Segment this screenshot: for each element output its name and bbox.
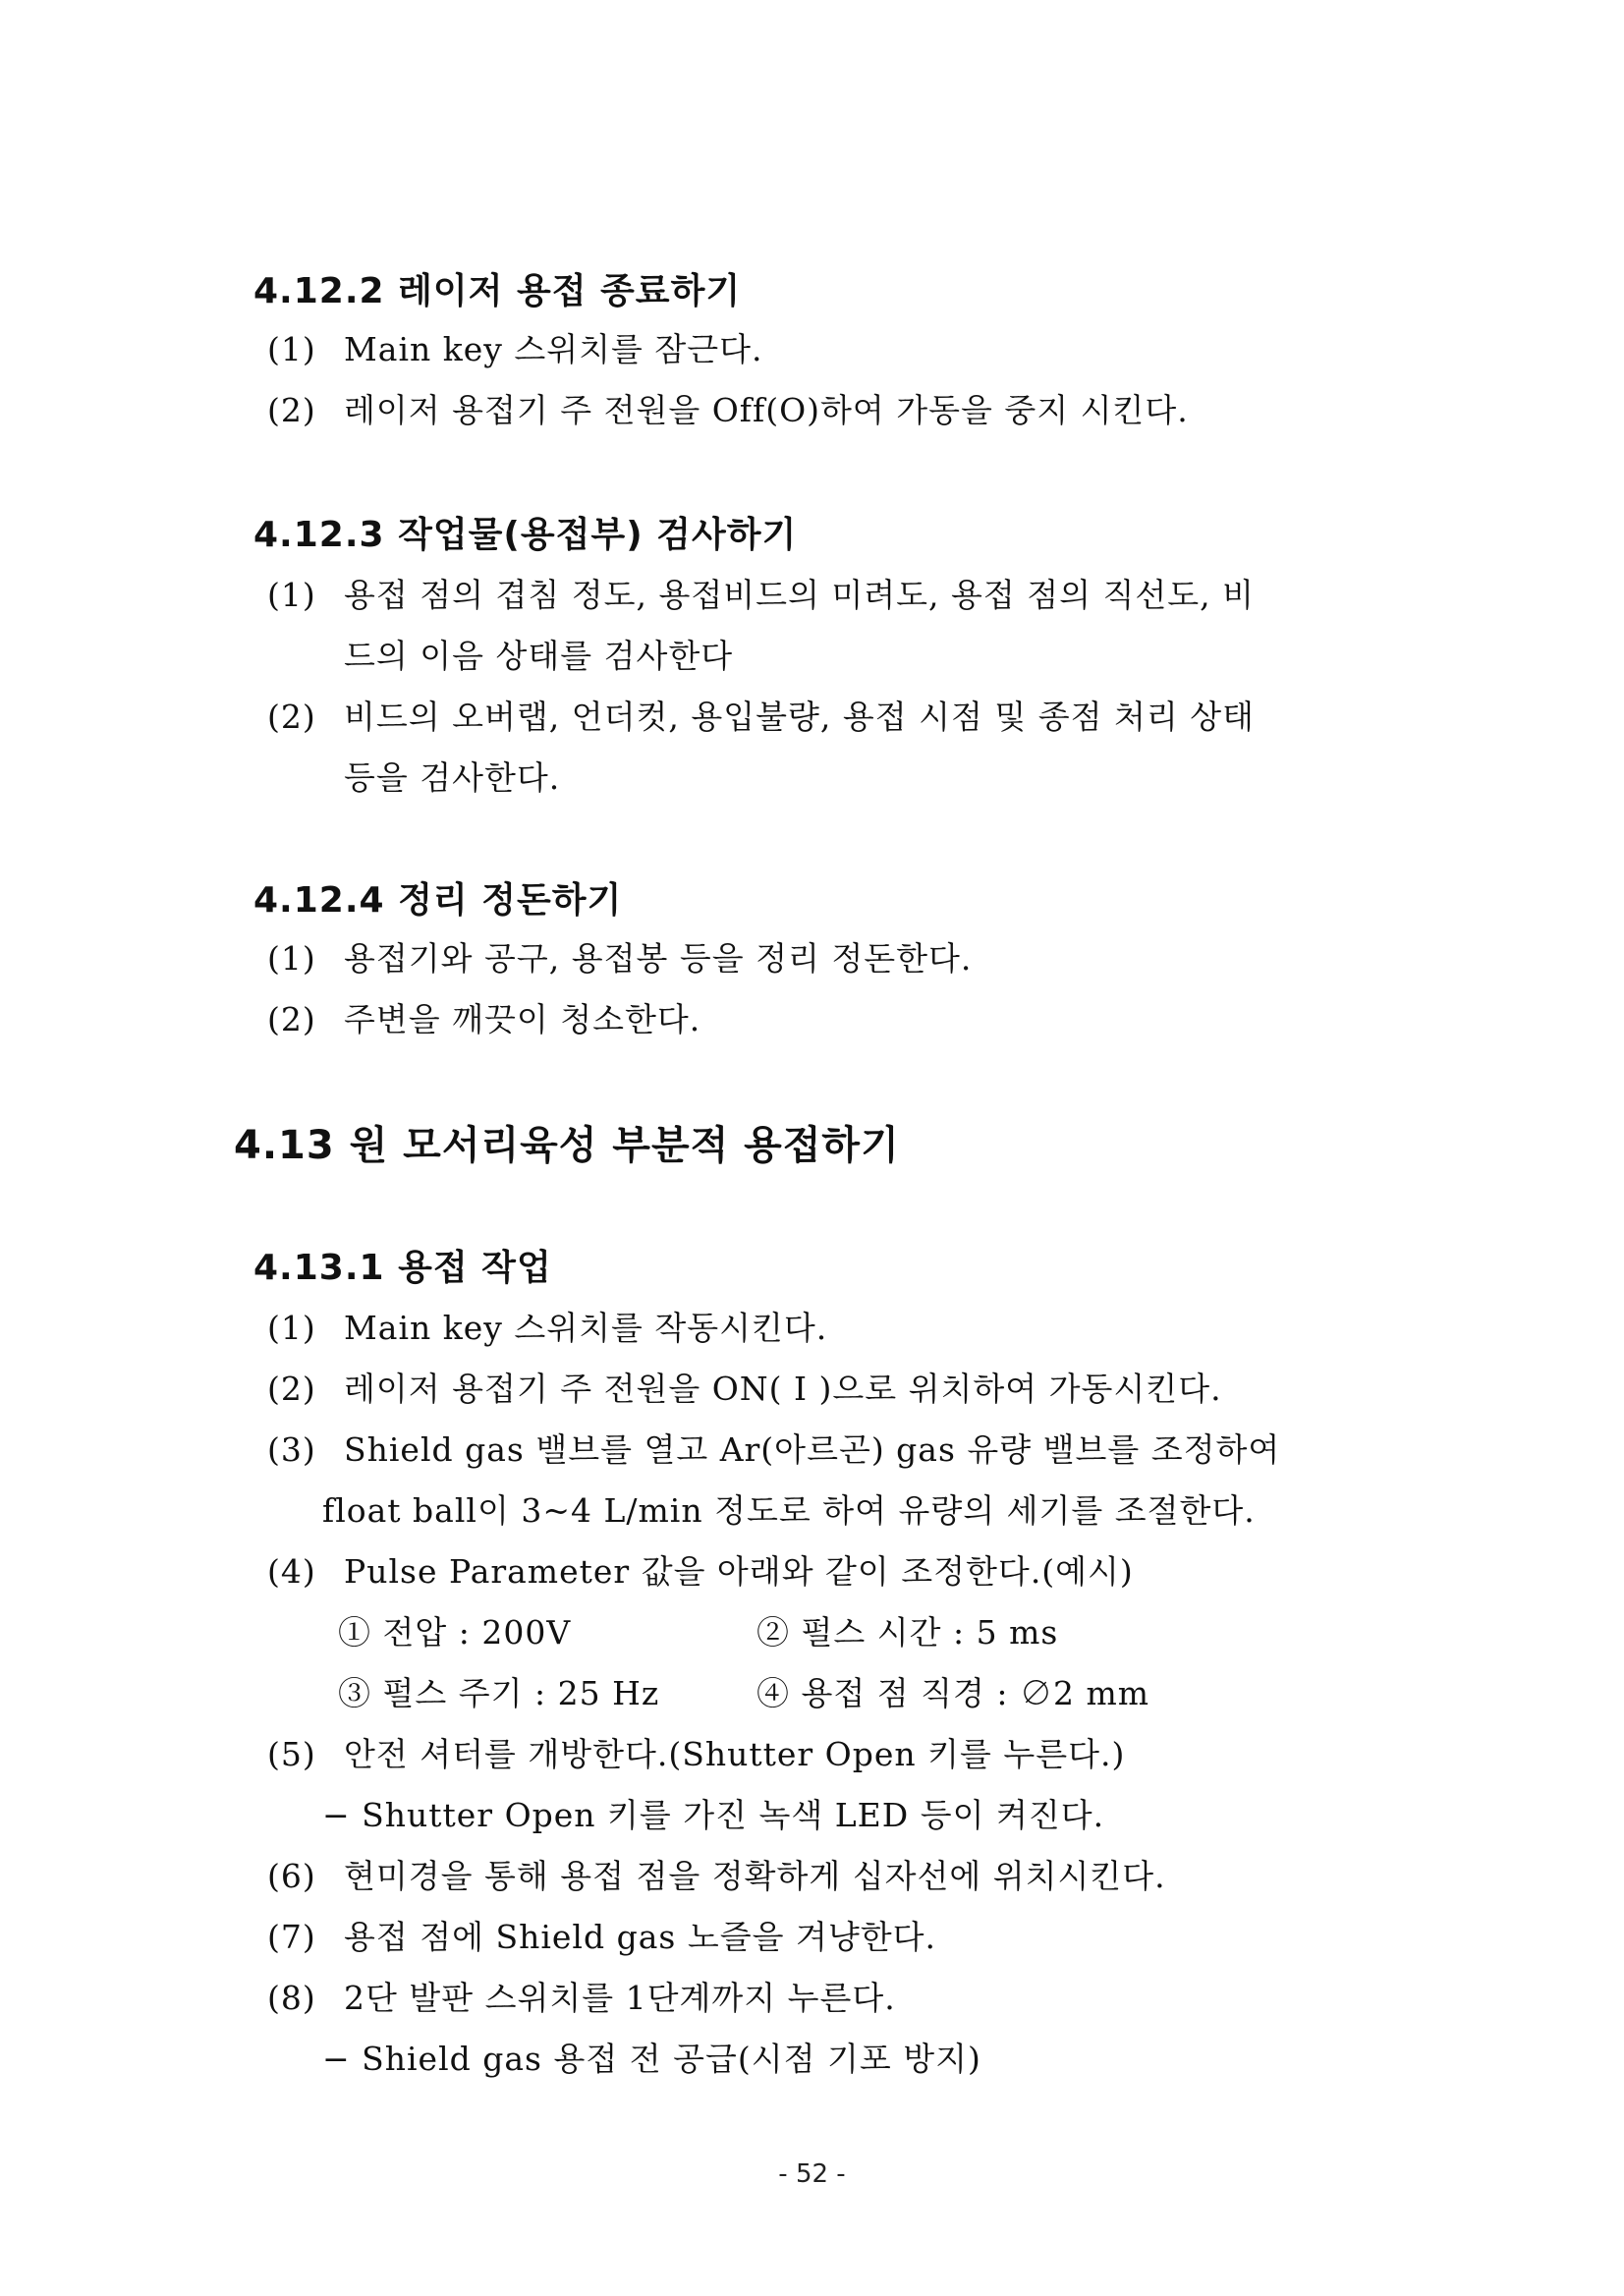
param-spot-diameter: ④ 용접 점 직경 : ∅2 mm	[756, 1674, 1150, 1712]
param-pulse-time: ② 펄스 시간 : 5 ms	[756, 1613, 1059, 1652]
heading-4-13: 4.13 원 모서리육성 부분적 용접하기	[234, 1123, 900, 1168]
item-number: (8)	[267, 1979, 316, 2017]
item-number: (5)	[267, 1735, 316, 1773]
list-item	[267, 1851, 1166, 1897]
list-item	[267, 1425, 1280, 1471]
list-item	[267, 1303, 827, 1349]
item-text: 현미경을 통해 용접 점을 정확하게 십자선에 위치시킨다.	[344, 1857, 1166, 1895]
item-number: (1)	[267, 330, 316, 368]
item-number: (7)	[267, 1918, 316, 1956]
heading-4-12-3: 4.12.3 작업물(용접부) 검사하기	[253, 515, 798, 555]
list-item	[267, 1546, 1134, 1593]
item-number: (2)	[267, 1370, 316, 1408]
list-item	[267, 570, 1255, 616]
item-continuation: − Shield gas 용접 전 공급(시점 기포 방지)	[322, 2040, 981, 2078]
item-text: 용접 점에 Shield gas 노즐을 겨냥한다.	[344, 1918, 936, 1956]
item-number: (2)	[267, 1000, 316, 1038]
heading-4-13-1: 4.13.1 용접 작업	[253, 1248, 552, 1288]
param-pulse-period: ③ 펄스 주기 : 25 Hz	[338, 1674, 660, 1712]
list-item	[267, 1364, 1222, 1410]
item-text: 비드의 오버랩, 언더컷, 용입불량, 용접 시점 및 종점 처리 상태	[344, 698, 1255, 736]
item-continuation: float ball이 3~4 L/min 정도로 하여 유량의 세기를 조절한다.	[322, 1491, 1256, 1530]
item-number: (1)	[267, 1309, 316, 1347]
item-text: Shield gas 밸브를 열고 Ar(아르곤) gas 유량 밸브를 조정하여	[344, 1430, 1281, 1469]
param-voltage: ① 전압 : 200V	[338, 1613, 572, 1652]
item-text: 용접기와 공구, 용접봉 등을 정리 정돈한다.	[344, 939, 973, 978]
list-item	[267, 385, 1189, 431]
item-text: 주변을 깨끗이 청소한다.	[344, 1000, 701, 1038]
item-number: (2)	[267, 698, 316, 736]
item-continuation: 드의 이음 상태를 검사한다	[344, 637, 734, 675]
item-number: (3)	[267, 1430, 316, 1469]
item-continuation: − Shutter Open 키를 가진 녹색 LED 등이 켜진다.	[322, 1796, 1105, 1834]
item-number: (4)	[267, 1552, 316, 1591]
item-continuation: 등을 검사한다.	[344, 758, 561, 797]
list-item	[267, 324, 763, 370]
list-item	[267, 1912, 936, 1958]
item-text: Main key 스위치를 작동시킨다.	[344, 1309, 828, 1347]
item-number: (2)	[267, 391, 316, 429]
heading-4-12-4: 4.12.4 정리 정돈하기	[253, 880, 623, 921]
heading-4-12-2: 4.12.2 레이저 용접 종료하기	[253, 271, 742, 311]
list-item	[267, 994, 700, 1040]
item-text: Pulse Parameter 값을 아래와 같이 조정한다.(예시)	[344, 1552, 1134, 1591]
item-text: Main key 스위치를 잠근다.	[344, 330, 763, 368]
item-text: 용접 점의 겹침 정도, 용접비드의 미려도, 용접 점의 직선도, 비	[344, 576, 1255, 614]
page-number: - 52 -	[778, 2159, 846, 2189]
item-text: 2단 발판 스위치를 1단계까지 누른다.	[344, 1979, 896, 2017]
list-item	[267, 933, 972, 980]
item-number: (6)	[267, 1857, 316, 1895]
item-text: 레이저 용접기 주 전원을 Off(O)하여 가동을 중지 시킨다.	[344, 391, 1189, 429]
list-item	[267, 1729, 1125, 1775]
item-text: 안전 셔터를 개방한다.(Shutter Open 키를 누른다.)	[344, 1735, 1126, 1773]
list-item	[267, 1973, 896, 2019]
list-item	[267, 692, 1255, 738]
item-text: 레이저 용접기 주 전원을 ON( I )으로 위치하여 가동시킨다.	[344, 1370, 1222, 1408]
item-number: (1)	[267, 576, 316, 614]
item-number: (1)	[267, 939, 316, 978]
